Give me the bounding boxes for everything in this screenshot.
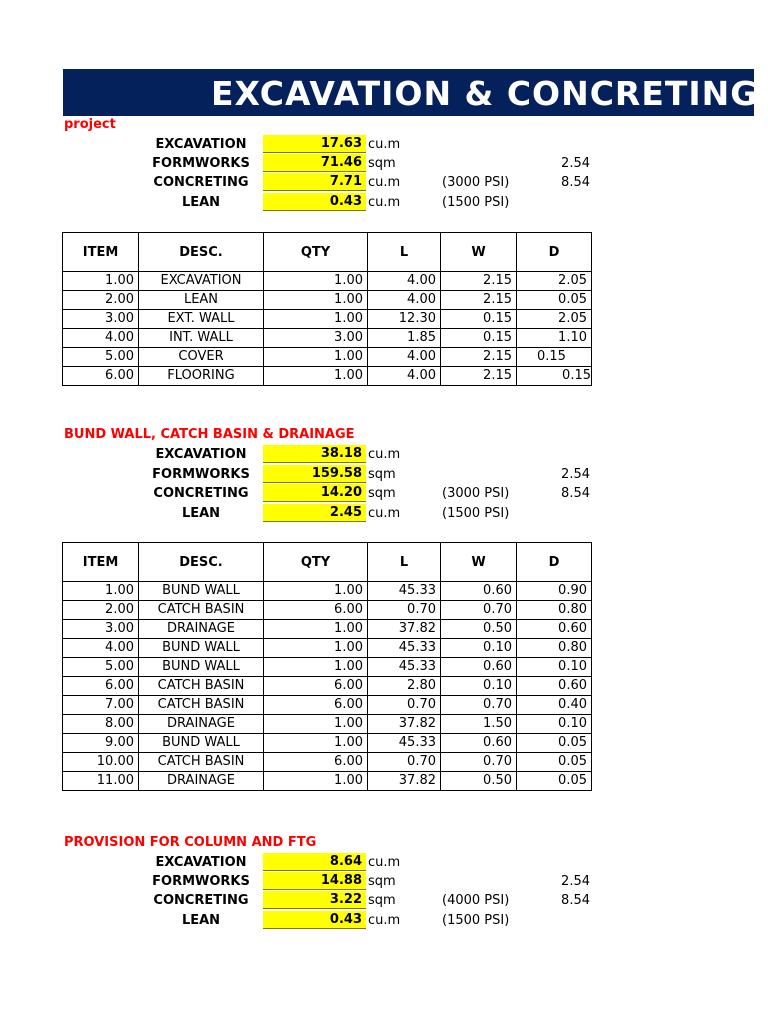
cell[interactable]: 2.80	[368, 677, 441, 696]
cell[interactable]: 0.60	[441, 734, 517, 753]
table-row	[63, 582, 592, 601]
header-cell: DESC.	[139, 543, 264, 582]
header-cell: QTY	[264, 543, 368, 582]
summary-value[interactable]: 14.88	[263, 872, 366, 890]
table-row	[63, 348, 592, 367]
summary-label: CONCRETING	[153, 486, 249, 501]
cell[interactable]: 0.70	[441, 753, 517, 772]
cell[interactable]: 0.70	[441, 601, 517, 620]
summary-label: FORMWORKS	[152, 156, 250, 171]
section-heading-bund-wall: BUND WALL, CATCH BASIN & DRAINAGE	[64, 427, 355, 442]
cell[interactable]: 1.00	[264, 367, 368, 386]
cell[interactable]: 1.00	[264, 582, 368, 601]
cell[interactable]: 1.00	[264, 658, 368, 677]
cell[interactable]: 0.60	[517, 677, 592, 696]
summary-value[interactable]: 159.58	[263, 465, 366, 483]
summary-label: LEAN	[181, 506, 221, 521]
table-row	[63, 734, 592, 753]
header-cell: W	[441, 233, 517, 272]
cell[interactable]: 4.00	[63, 329, 139, 348]
items-table-project	[62, 232, 592, 386]
summary-psi: (3000 PSI)	[442, 175, 510, 190]
summary-unit: cu.m	[368, 506, 401, 521]
summary-value[interactable]: 38.18	[263, 445, 366, 463]
cell[interactable]: 3.00	[63, 310, 139, 329]
cell[interactable]: 0.05	[517, 753, 592, 772]
summary-unit: cu.m	[368, 175, 401, 190]
cell[interactable]: 2.15	[441, 272, 517, 291]
table-row	[63, 658, 592, 677]
cell[interactable]: 7.00	[63, 696, 139, 715]
cell[interactable]: 0.80	[517, 601, 592, 620]
cell[interactable]: BUND WALL	[139, 734, 264, 753]
cell[interactable]: 0.15	[441, 310, 517, 329]
cell[interactable]: 0.15	[517, 367, 592, 386]
cell[interactable]: 0.60	[441, 582, 517, 601]
summary-extra: 2.54	[561, 874, 590, 889]
cell[interactable]: FLOORING	[139, 367, 264, 386]
summary-unit: sqm	[368, 467, 396, 482]
cell[interactable]: 1.50	[441, 715, 517, 734]
cell[interactable]: BUND WALL	[139, 658, 264, 677]
cell[interactable]: 0.10	[517, 658, 592, 677]
header-cell: W	[441, 543, 517, 582]
table-row	[63, 677, 592, 696]
cell[interactable]: INT. WALL	[139, 329, 264, 348]
cell[interactable]: 2.05	[517, 310, 592, 329]
table-row	[63, 639, 592, 658]
cell[interactable]: 3.00	[63, 620, 139, 639]
cell[interactable]: 0.15	[441, 329, 517, 348]
cell[interactable]: 1.00	[264, 310, 368, 329]
cell[interactable]: LEAN	[139, 291, 264, 310]
summary-psi: (4000 PSI)	[442, 893, 510, 908]
cell[interactable]: 1.00	[63, 272, 139, 291]
summary-extra: 2.54	[561, 156, 590, 171]
summary-value[interactable]: 8.64	[263, 853, 366, 871]
table-row	[63, 696, 592, 715]
cell[interactable]: 2.15	[441, 367, 517, 386]
cell[interactable]: 1.00	[264, 715, 368, 734]
table-row	[63, 310, 592, 329]
cell[interactable]: 2.05	[517, 272, 592, 291]
cell[interactable]: 45.33	[368, 658, 441, 677]
items-table-bund-wall	[62, 542, 592, 791]
cell[interactable]: 0.70	[368, 696, 441, 715]
summary-psi: (1500 PSI)	[442, 195, 510, 210]
cell[interactable]: 6.00	[264, 601, 368, 620]
cell[interactable]: 1.00	[264, 348, 368, 367]
header-cell: L	[368, 543, 441, 582]
page-title: EXCAVATION & CONCRETING	[211, 74, 759, 113]
cell[interactable]: EXT. WALL	[139, 310, 264, 329]
table-row	[63, 329, 592, 348]
cell[interactable]: BUND WALL	[139, 582, 264, 601]
cell[interactable]: 1.00	[264, 620, 368, 639]
cell[interactable]: CATCH BASIN	[139, 677, 264, 696]
header-cell: QTY	[264, 233, 368, 272]
cell[interactable]: 4.00	[368, 348, 441, 367]
summary-label: EXCAVATION	[155, 855, 247, 870]
cell[interactable]: COVER	[139, 348, 264, 367]
cell[interactable]: 0.80	[517, 639, 592, 658]
cell[interactable]: 0.15	[517, 348, 592, 367]
cell[interactable]: 0.10	[441, 639, 517, 658]
cell[interactable]: 6.00	[63, 677, 139, 696]
table-row	[63, 620, 592, 639]
table-header-row	[63, 233, 592, 272]
table-header-row	[63, 543, 592, 582]
cell[interactable]: 1.00	[264, 272, 368, 291]
summary-unit: cu.m	[368, 137, 401, 152]
cell[interactable]: 0.05	[517, 291, 592, 310]
section-heading-project: project	[64, 117, 116, 132]
cell[interactable]: 9.00	[63, 734, 139, 753]
cell[interactable]: 4.00	[368, 291, 441, 310]
summary-psi: (3000 PSI)	[442, 486, 510, 501]
header-cell: ITEM	[63, 543, 139, 582]
cell[interactable]: 2.15	[441, 291, 517, 310]
summary-extra: 2.54	[561, 467, 590, 482]
cell[interactable]: 4.00	[368, 367, 441, 386]
cell[interactable]: EXCAVATION	[139, 272, 264, 291]
cell[interactable]: 0.50	[441, 620, 517, 639]
table-row	[63, 753, 592, 772]
header-cell: ITEM	[63, 233, 139, 272]
cell[interactable]: 1.00	[264, 291, 368, 310]
summary-value[interactable]: 14.20	[263, 484, 366, 502]
cell[interactable]: 10.00	[63, 753, 139, 772]
cell[interactable]: CATCH BASIN	[139, 601, 264, 620]
summary-unit: cu.m	[368, 195, 401, 210]
cell[interactable]: 11.00	[63, 772, 139, 791]
cell[interactable]: 1.00	[264, 734, 368, 753]
cell[interactable]: 0.10	[517, 715, 592, 734]
summary-unit: sqm	[368, 156, 396, 171]
cell[interactable]: 6.00	[264, 677, 368, 696]
summary-value[interactable]: 0.43	[263, 193, 366, 211]
header-cell: D	[517, 543, 592, 582]
header-cell: D	[517, 233, 592, 272]
summary-value[interactable]: 17.63	[263, 135, 366, 153]
cell[interactable]: 5.00	[63, 348, 139, 367]
cell[interactable]: 0.10	[441, 677, 517, 696]
summary-label: LEAN	[181, 913, 221, 928]
cell[interactable]: 4.00	[63, 639, 139, 658]
cell[interactable]: 8.00	[63, 715, 139, 734]
cell[interactable]: CATCH BASIN	[139, 753, 264, 772]
table-row	[63, 291, 592, 310]
summary-unit: sqm	[368, 893, 396, 908]
cell[interactable]: 45.33	[368, 734, 441, 753]
cell[interactable]: 37.82	[368, 620, 441, 639]
cell[interactable]: 1.00	[264, 772, 368, 791]
summary-label: LEAN	[181, 195, 221, 210]
cell[interactable]: 0.60	[517, 620, 592, 639]
summary-label: CONCRETING	[153, 893, 249, 908]
summary-value[interactable]: 3.22	[263, 891, 366, 909]
summary-value[interactable]: 2.45	[263, 504, 366, 522]
summary-psi: (1500 PSI)	[442, 913, 510, 928]
summary-label: CONCRETING	[153, 175, 249, 190]
cell[interactable]: 1.00	[63, 582, 139, 601]
cell[interactable]: 2.00	[63, 601, 139, 620]
header-cell: L	[368, 233, 441, 272]
section-heading-column-ftg: PROVISION FOR COLUMN AND FTG	[64, 835, 317, 850]
table-row	[63, 272, 592, 291]
cell[interactable]: 0.05	[517, 772, 592, 791]
summary-extra: 8.54	[561, 175, 590, 190]
summary-psi: (1500 PSI)	[442, 506, 510, 521]
summary-value[interactable]: 71.46	[263, 154, 366, 172]
cell[interactable]: 1.00	[264, 639, 368, 658]
header-cell: DESC.	[139, 233, 264, 272]
cell[interactable]: 3.00	[264, 329, 368, 348]
cell[interactable]: 0.70	[368, 753, 441, 772]
table-row	[63, 772, 592, 791]
cell[interactable]: 12.30	[368, 310, 441, 329]
cell[interactable]: 45.33	[368, 582, 441, 601]
summary-unit: sqm	[368, 486, 396, 501]
cell[interactable]: DRAINAGE	[139, 772, 264, 791]
cell[interactable]: 1.85	[368, 329, 441, 348]
summary-label: FORMWORKS	[152, 874, 250, 889]
summary-unit: cu.m	[368, 447, 401, 462]
cell[interactable]: CATCH BASIN	[139, 696, 264, 715]
summary-label: EXCAVATION	[155, 137, 247, 152]
cell[interactable]: 0.70	[368, 601, 441, 620]
cell[interactable]: 5.00	[63, 658, 139, 677]
cell[interactable]: 0.05	[517, 734, 592, 753]
cell[interactable]: 4.00	[368, 272, 441, 291]
summary-label: FORMWORKS	[152, 467, 250, 482]
summary-value[interactable]: 7.71	[263, 173, 366, 191]
cell[interactable]: 6.00	[264, 696, 368, 715]
cell[interactable]: BUND WALL	[139, 639, 264, 658]
cell[interactable]: 45.33	[368, 639, 441, 658]
cell[interactable]: 2.15	[441, 348, 517, 367]
cell[interactable]: 0.60	[441, 658, 517, 677]
summary-extra: 8.54	[561, 893, 590, 908]
cell[interactable]: 0.50	[441, 772, 517, 791]
table-row	[63, 367, 592, 386]
cell[interactable]: 6.00	[264, 753, 368, 772]
cell[interactable]: 37.82	[368, 715, 441, 734]
cell[interactable]: 6.00	[63, 367, 139, 386]
summary-label: EXCAVATION	[155, 447, 247, 462]
summary-unit: cu.m	[368, 855, 401, 870]
cell[interactable]: DRAINAGE	[139, 715, 264, 734]
cell[interactable]: 2.00	[63, 291, 139, 310]
cell[interactable]: 0.70	[441, 696, 517, 715]
table-row	[63, 601, 592, 620]
cell[interactable]: DRAINAGE	[139, 620, 264, 639]
cell[interactable]: 1.10	[517, 329, 592, 348]
cell[interactable]: 0.40	[517, 696, 592, 715]
summary-extra: 8.54	[561, 486, 590, 501]
summary-unit: cu.m	[368, 913, 401, 928]
cell[interactable]: 0.90	[517, 582, 592, 601]
cell[interactable]: 37.82	[368, 772, 441, 791]
summary-unit: sqm	[368, 874, 396, 889]
table-row	[63, 715, 592, 734]
summary-value[interactable]: 0.43	[263, 911, 366, 929]
